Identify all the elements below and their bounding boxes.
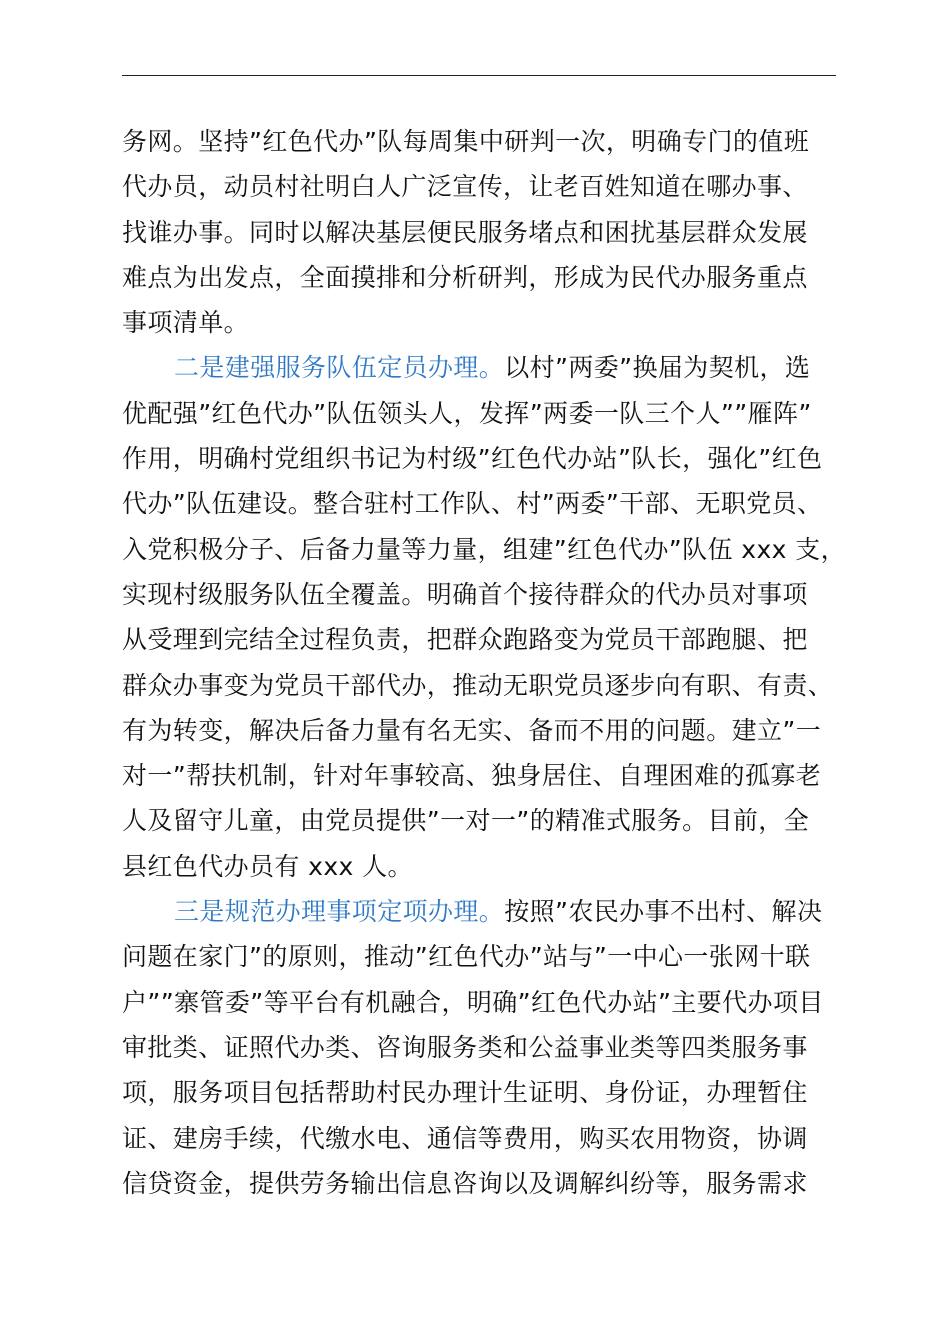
section-2-line: 群众办事变为党员干部代办，推动无职党员逐步向有职、有责、 — [122, 670, 834, 700]
section-2-line: 对一”帮扶机制，针对年事较高、独身居住、自理困难的孤寡老 — [122, 761, 822, 791]
body-line: 事项清单。 — [122, 308, 250, 338]
section-3-heading: 三是规范办理事项定项办理。 — [174, 897, 505, 927]
document-body — [122, 119, 860, 1206]
section-2-line: 代办”队伍建设。整合驻村工作队、村”两委”干部、无职党员、 — [122, 489, 823, 519]
section-2-line: 入党积极分子、后备力量等力量，组建”红色代办”队伍 xxx 支， — [122, 534, 846, 564]
body-line: 难点为出发点，全面摸排和分析研判，形成为民代办服务重点 — [122, 262, 808, 292]
header-rule — [122, 75, 836, 76]
section-2-line: 县红色代办员有 xxx 人。 — [122, 851, 413, 881]
section-3-line: 项，服务项目包括帮助村民办理计生证明、身份证，办理暂住 — [122, 1078, 808, 1108]
body-line: 代办员，动员村社明白人广泛宣传，让老百姓知道在哪办事、 — [122, 172, 808, 202]
section-3-line: 审批类、证照代办类、咨询服务类和公益事业类等四类服务事 — [122, 1032, 808, 1062]
section-2-first-line — [122, 345, 860, 390]
section-2-first-line-text: 以村”两委”换届为契机，选 — [504, 353, 811, 383]
section-2-line: 作用，明确村党组织书记为村级”红色代办站”队长，强化”红色 — [122, 444, 823, 474]
body-line: 找谁办事。同时以解决基层便民服务堵点和困扰基层群众发展 — [122, 217, 808, 247]
section-2-line: 从受理到完结全过程负责，把群众跑路变为党员干部跑腿、把 — [122, 625, 808, 655]
section-2-line: 有为转变，解决后备力量有名无实、备而不用的问题。建立”一 — [122, 715, 822, 745]
section-3-line: 信贷资金，提供劳务输出信息咨询以及调解纠纷等，服务需求 — [122, 1168, 808, 1198]
body-line: 务网。坚持”红色代办”队每周集中研判一次，明确专门的值班 — [122, 127, 810, 156]
section-2-heading: 二是建强服务队伍定员办理。 — [174, 353, 505, 383]
section-3-first-line-text: 按照”农民办事不出村、解决 — [504, 897, 823, 927]
section-2-line: 人及留守儿童，由党员提供”一对一”的精准式服务。目前，全 — [122, 806, 810, 836]
section-2-line: 优配强”红色代办”队伍领头人，发挥”两委一队三个人””雁阵” — [122, 398, 812, 428]
section-3-line: 户””寨管委”等平台有机融合，明确”红色代办站”主要代办项目 — [122, 987, 824, 1017]
section-3-first-line — [122, 889, 860, 934]
section-3-line: 证、建房手续，代缴水电、通信等费用，购买农用物资，协调 — [122, 1123, 808, 1153]
section-3-line: 问题在家门”的原则，推动”红色代办”站与”一中心一张网十联 — [122, 942, 811, 972]
section-2-line: 实现村级服务队伍全覆盖。明确首个接待群众的代办员对事项 — [122, 579, 808, 609]
